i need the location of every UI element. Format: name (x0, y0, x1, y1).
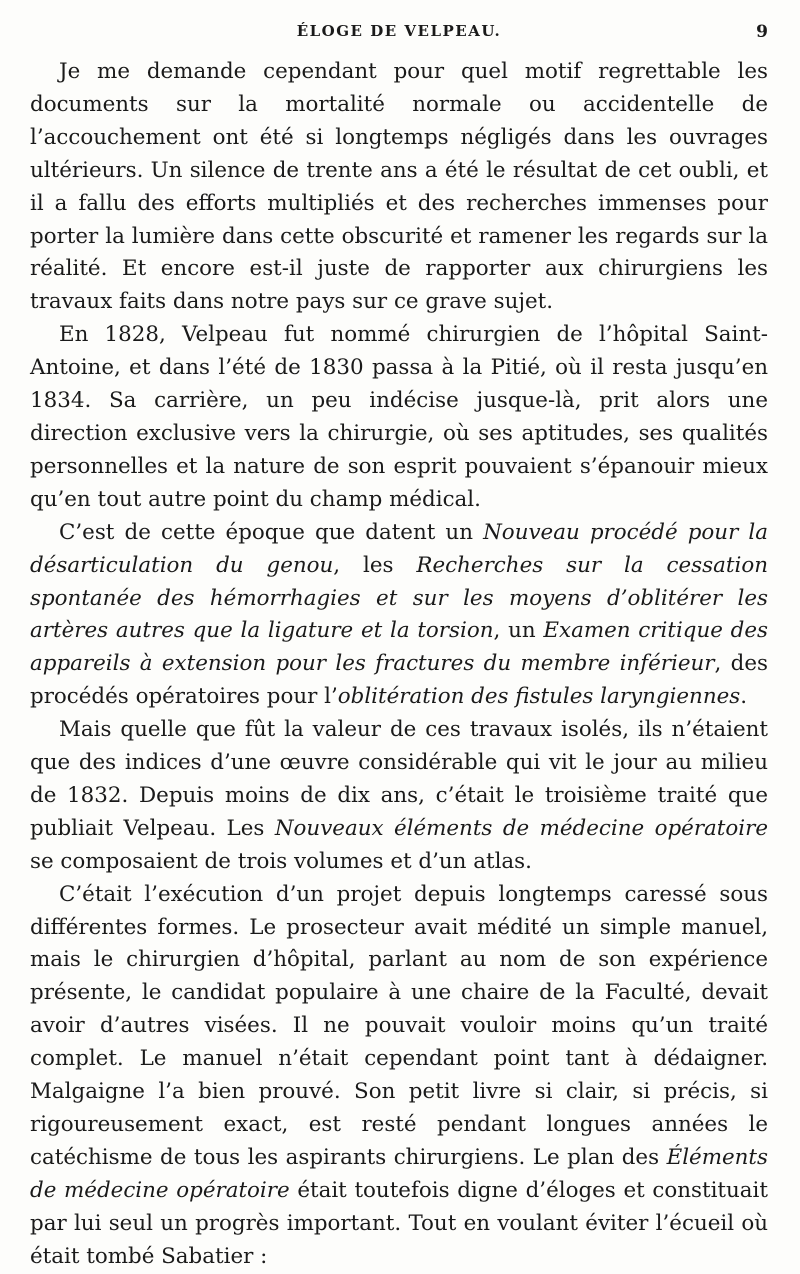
page-number: 9 (756, 22, 768, 42)
text-run: . (740, 684, 748, 710)
paragraph (30, 319, 768, 516)
body-text (30, 56, 768, 1274)
text-run: Je me demande cependant pour quel motif regrettable les documents sur la mortalité normale ou accidentelle de l’accouchement ont été si longtemps négligés dans les ouvrages ultérieurs. Un silence de trente ans a été le résultat de cet oubli, et il a fallu des efforts multipliés et des recherches immenses pour porter la lumière dans cette obscurité et ramener les regards sur la réalité. Et encore est-il juste de rapporter aux chirurgiens les travaux faits dans notre pays sur ce grave sujet. (30, 59, 768, 315)
paragraph (30, 714, 768, 879)
paragraph (30, 517, 768, 714)
text-run: En 1828, Velpeau fut nommé chirurgien de l’hôpital Saint-Antoine, et dans l’été de 1830 passa à la Pitié, où il resta jusqu’en 1834. Sa carrière, un peu indécise jusque-là, prit alors une direction exclusive vers la chirurgie, où ses aptitudes, ses qualités personnelles et la nature de son esprit pouvaient s’épanouir mieux qu’en tout autre point du champ médical. (30, 322, 768, 512)
italic-title: Recherches sur la cessation spontanée des hémorrhagies et sur les moyens d’oblitérer les artères autres que la ligature et la torsion (30, 552, 768, 644)
italic-title: Nouveau procédé pour la désarticulation du genou (30, 519, 769, 578)
italic-title: Éléments de médecine opératoire (30, 1144, 768, 1203)
paragraph (30, 56, 768, 319)
running-title: ÉLOGE DE VELPEAU. (296, 22, 502, 40)
text-run: se composaient de trois volumes et d’un atlas. (30, 848, 532, 874)
text-run: Mais quelle que fût la valeur de ces travaux isolés, ils n’étaient que des indices d’une œuvre considérable qui vit le jour au milieu de 1832. Depuis moins de dix ans, c’était le troisième traité que publiait Velpeau. Les (30, 717, 768, 841)
running-head (30, 22, 768, 52)
italic-title: Nouveaux éléments de médecine opératoire (274, 815, 768, 841)
text-run: C’est de cette époque que datent un (59, 519, 484, 545)
text-run: était toutefois digne d’éloges et constituait par lui seul un progrès important. Tout en voulant éviter l’écueil où était tombé Sabatier : (30, 1177, 768, 1269)
italic-title: Examen critique des appareils à extension pour les fractures du membre inférieur (30, 618, 768, 677)
text-run: , les (333, 552, 417, 578)
italic-title: oblitération des fistules laryngiennes (337, 684, 741, 710)
text-run: C’était l’exécution d’un projet depuis longtemps caressé sous différentes formes. Le prosecteur avait médité un simple manuel, mais le chirurgien d’hôpital, parlant au nom de son expérience présente, le candidat populaire à une chaire de la Faculté, devait avoir d’autres visées. Il ne pouvait vouloir moins qu’un traité complet. Le manuel n’était cependant point tant à dédaigner. Malgaigne l’a bien prouvé. Son petit livre si clair, si précis, si rigoureusement exact, est resté pendant longues années le catéchisme de tous les aspirants chirurgiens. Le plan des (30, 881, 768, 1170)
paragraph (30, 879, 768, 1274)
text-run: , des procédés opératoires pour l’ (30, 651, 768, 710)
text-run: , un (493, 618, 544, 644)
